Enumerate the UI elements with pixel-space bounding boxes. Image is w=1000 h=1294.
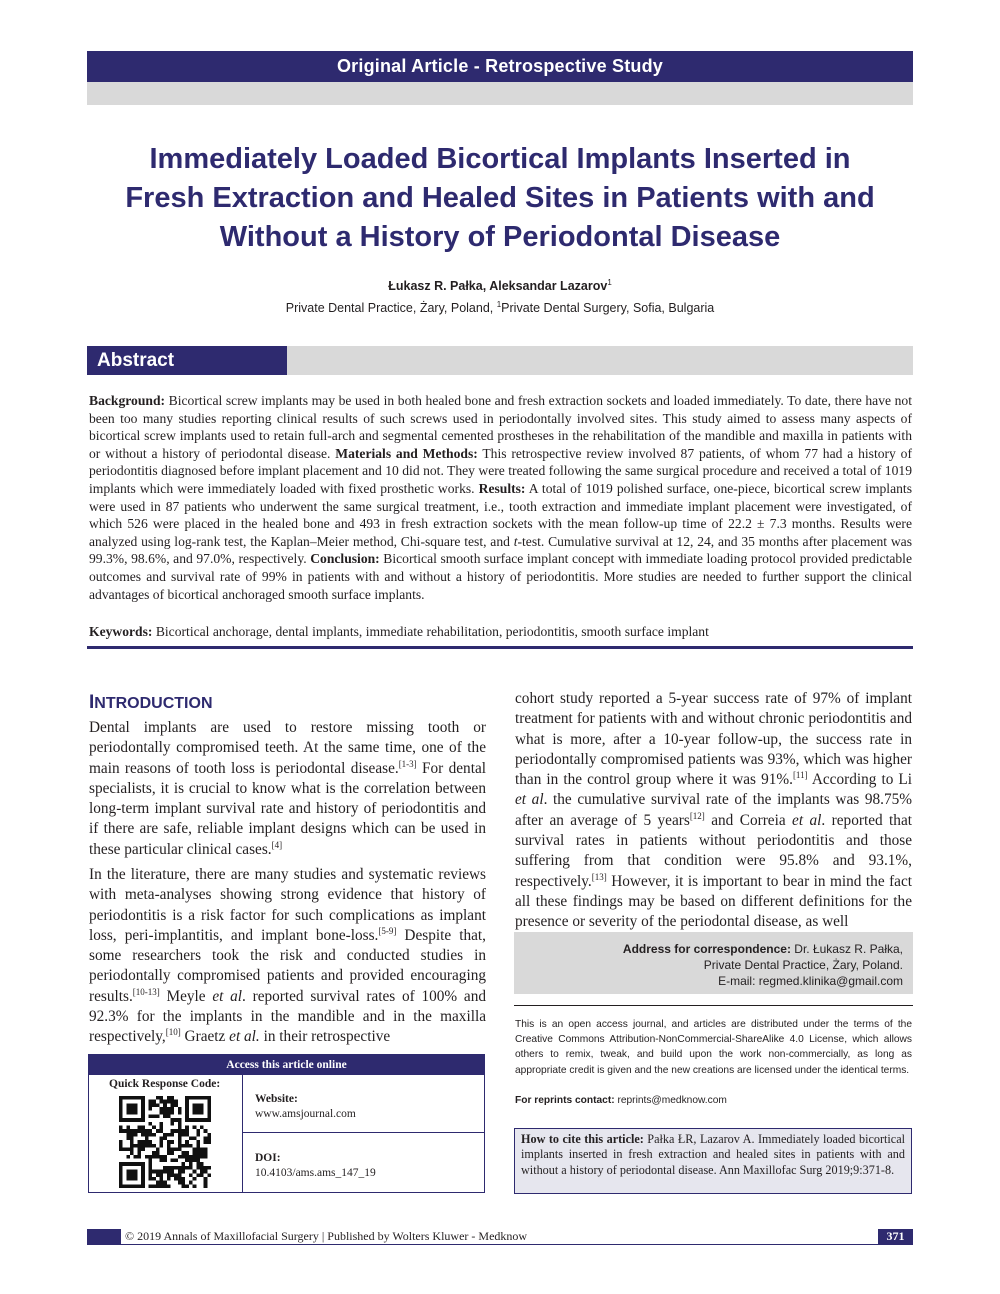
intro-paragraph-3: [515, 689, 912, 933]
et-al: et al: [212, 987, 243, 1005]
text: According to Li: [807, 771, 912, 789]
citation[interactable]: [11]: [792, 770, 808, 781]
text: For dental specialists, it is crucial to know what is the correlation between long-term implant survival rate and history of periodontitis and if there are safe, reliable implant designs which can be used in these particular clinical cases.: [89, 759, 486, 858]
cite-label: How to cite this article:: [521, 1132, 644, 1146]
correspondence-label: Address for correspondence:: [622, 942, 791, 956]
text: . reported that survival rates in patients without periodontitis and those suffering from that condition were 95.8% and 93.1%, respectively.: [515, 811, 912, 890]
intro-paragraph-1: [89, 718, 486, 860]
citation[interactable]: [12]: [689, 810, 705, 821]
citation[interactable]: [13]: [591, 871, 607, 882]
doi-link[interactable]: 10.4103/ams.ams_147_19: [255, 1167, 376, 1179]
divider: [514, 1005, 913, 1006]
conclusion-text: Bicortical smooth surface implant concept with immediate loading protocol provided predictable outcomes and survival rate of 99% in patients with and without a history of periodontitis. More studies are needed to further support the clinical advantages of bicortical anchoraged smooth surface implants.: [89, 551, 912, 602]
text: . the cumulative survival rate of the implants was 98.75% after an average of 5 years: [515, 791, 912, 829]
et-al: et al.: [229, 1028, 260, 1046]
keywords-text: Bicortical anchorage, dental implants, immediate rehabilitation, periodontitis, smooth surface implant: [152, 624, 709, 639]
qr-label: Quick Response Code:: [109, 1078, 221, 1090]
abstract-body: [89, 392, 912, 603]
keywords: [89, 623, 912, 641]
affiliation-mark: 1: [496, 300, 502, 309]
results-text: A total of 1019 polished surface, one-piece, bicortical screw implants were used in 87 patients who underwent the same surgical treatment, i.e., tooth extraction and immediate implant placement were investigated, of which 526 were placed in the healed bone and 493 in fresh extraction sockets with the mean follow-up time of 22.2 ± 7.3 months. Results were analyzed using log-rank test, the Kaplan–Meier method, Chi-square test, and: [89, 480, 912, 549]
section-divider: [87, 646, 913, 649]
section-banner: [87, 51, 913, 82]
correspondence-line-1: [520, 941, 903, 957]
website-label: Website:: [255, 1093, 298, 1105]
affiliations: [100, 300, 900, 315]
citation[interactable]: [10]: [165, 1027, 181, 1038]
banner-band: [87, 82, 913, 105]
text: Meyle: [159, 987, 213, 1005]
text: Graetz: [180, 1028, 230, 1046]
text: In the literature, there are many studies and systematic reviews with meta-analyses showing strong evidence that history of periodontitis is a risk factor for such complications as implant loss, peri-implantitis, and implant bone-loss.: [89, 866, 486, 944]
text: However, it is important to bear in mind the fact all these findings may be based on different definitions for the presence or severity of the periodontal disease, as well: [515, 872, 912, 931]
abstract-heading: Abstract: [87, 346, 287, 375]
intro-heading-initial: I: [89, 692, 95, 713]
citation[interactable]: [10-13]: [132, 986, 160, 997]
results-text-2: -test. Cumulative survival at 12, 24, and 35 months after placement was 99.3%, 98.6%, and 97.0%, respectively.: [89, 533, 912, 567]
reprints: [515, 1095, 727, 1106]
access-online-box: [88, 1054, 485, 1193]
qr-code-graphic: [119, 1096, 211, 1188]
section-label: Original Article - Retrospective Study: [336, 56, 663, 76]
intro-heading-rest: NTRODUCTION: [94, 695, 213, 712]
methods-text: This retrospective review involved 87 patients, of whom 77 had a history of periodontitis diagnosed before implant placement and 10 did not. They were treated following the same surgical procedure and received a total of 1019 implants which were immediately loaded with fixed prosthetic works.: [89, 445, 912, 496]
keywords-label: Keywords:: [89, 624, 153, 639]
text: in their retrospective: [259, 1028, 391, 1046]
affiliation-1: Private Dental Practice, Żary, Poland,: [285, 301, 497, 316]
qr-code-icon[interactable]: [119, 1096, 211, 1188]
cite-text: Pałka ŁR, Lazarov A. Immediately loaded bicortical implants inserted in fresh extraction and healed sites in patients with and without a history of periodontal disease. Ann Maxillofac Surg 2019;9:371-8.: [521, 1132, 906, 1177]
results-t: t: [513, 533, 518, 549]
citation[interactable]: [1-3]: [398, 758, 417, 769]
reprints-email[interactable]: reprints@medknow.com: [614, 1095, 727, 1106]
citation-box: [514, 1128, 912, 1194]
text: Despite that, some researchers took the risk and conducted studies in periodontally compromised patients and provided encouraging results.: [89, 926, 487, 1005]
background-label: Background:: [89, 393, 166, 408]
correspondence-address: Private Dental Practice, Żary, Poland.: [703, 958, 903, 972]
results-label: Results:: [478, 480, 526, 496]
correspondence-email[interactable]: E-mail: regmed.klinika@gmail.com: [718, 974, 903, 988]
text: cohort study reported a 5-year success rate of 97% of implant treatment for patients with and without chronic periodontitis and what is more, after a 10-year follow-up, the success rate in periodontally compromised patients was 93%, which was higher than in the control group where it was 91%.: [515, 690, 912, 789]
et-al: et al: [515, 791, 544, 809]
reprints-label: For reprints contact:: [515, 1095, 615, 1106]
footer-rule: [87, 1244, 913, 1245]
author-names: Łukasz R. Pałka, Aleksandar Lazarov: [388, 279, 608, 294]
affiliation-2: Private Dental Surgery, Sofia, Bulgaria: [501, 301, 715, 316]
license-text: This is an open access journal, and articles are distributed under the terms of the Creative Commons Attribution-NonCommercial-ShareAlike 4.0 License, which allows others to remix, tweak, and build upon the work non-commercially, as long as appropriate credit is given and the new creations are licensed under the identical terms.: [515, 1019, 912, 1076]
text: Dental implants are used to restore missing tooth or periodontally compromised teeth. At the same time, one of the main reasons of tooth loss is periodontal disease.: [89, 719, 486, 777]
author-affil-mark: 1: [607, 278, 612, 287]
intro-paragraph-2: [89, 865, 486, 1048]
text: and Correia: [704, 811, 793, 829]
access-heading: Access this article online: [89, 1055, 484, 1075]
page-number: 371: [878, 1229, 913, 1244]
intro-heading: [89, 692, 213, 714]
article-title: Immediately Loaded Bicortical Implants Inserted in Fresh Extraction and Healed Sites in Patients with and Without a History of Periodontal Disease: [125, 143, 875, 253]
et-al: et al: [792, 811, 822, 829]
citation[interactable]: [5-9]: [378, 925, 397, 936]
divider: [242, 1132, 484, 1133]
authors: [100, 278, 900, 293]
citation[interactable]: [4]: [271, 839, 283, 850]
footer-text: © 2019 Annals of Maxillofacial Surgery | Published by Wolters Kluwer - Medknow: [125, 1229, 528, 1243]
doi-label: DOI:: [255, 1152, 281, 1164]
correspondence-text: [520, 941, 903, 989]
text: . reported survival rates of 100% and 92.3% for the implants in the mandible and in the maxilla respectively,: [89, 987, 486, 1046]
methods-label: Materials and Methods:: [335, 445, 478, 461]
divider: [242, 1075, 243, 1192]
correspondence-name: Dr. Łukasz R. Pałka,: [790, 942, 903, 956]
background-text: Bicortical screw implants may be used in both healed bone and fresh extraction sockets and loaded immediately. To date, there have not been too many studies reporting clinical results of such screws used in periodontally involved sites. This study aimed to assess many aspects of bicortical screw implants used to retain full-arch and segmental cemented prostheses in the rehabilitation of the mandible and maxilla in patients with or without a history of periodontal disease.: [89, 393, 912, 461]
footer-marker: [87, 1229, 121, 1244]
website-link[interactable]: www.amsjournal.com: [255, 1108, 356, 1120]
conclusion-label: Conclusion:: [310, 551, 380, 567]
